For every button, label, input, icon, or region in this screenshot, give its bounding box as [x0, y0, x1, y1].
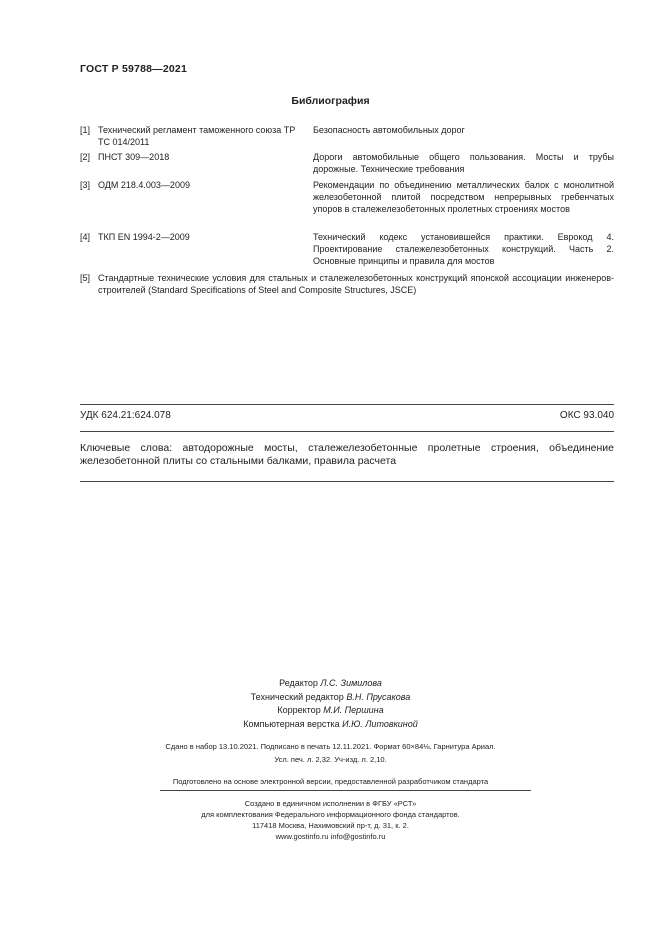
udc-code: УДК 624.21:624.078 [80, 410, 171, 421]
print-info [0, 741, 661, 766]
entry-document: ПНСТ 309—2018 [98, 152, 170, 162]
credit-name: М.И. Першина [323, 705, 384, 716]
credit-name: И.Ю. Литовкиной [342, 718, 418, 729]
publisher-line: 117418 Москва, Нахимовский пр-т, д. 31, к. 2. [252, 821, 409, 830]
divider [80, 404, 614, 405]
entry-document: ОДМ 218.4.003—2009 [98, 180, 190, 190]
entry-document: Технический регламент таможенного союза ТР ТС 014/2011 [98, 125, 296, 147]
print-info-line: Сдано в набор 13.10.2021. Подписано в печать 12.11.2021. Формат 60×84⅛. Гарнитура Ариал. [165, 742, 496, 751]
credit-line [0, 718, 661, 732]
publisher-info [0, 798, 661, 842]
keywords: Ключевые слова: автодорожные мосты, сталежелезобетонные пролетные строения, объединение железобетонной плиты со стальными балками, правила расчета [80, 442, 614, 467]
entry-document: ТКП EN 1994-2—2009 [98, 232, 190, 242]
credit-role: Технический редактор [250, 691, 344, 702]
credit-name: В.Н. Прусакова [346, 691, 411, 702]
entry-description: Безопасность автомобильных дорог [313, 125, 465, 135]
credit-role: Компьютерная верстка [243, 718, 340, 729]
entry-description: Технический кодекс установившейся практики. Еврокод 4. Проектирование сталежелезобетонных конструкций. Часть 2. Основные принципы и правила для мостов [313, 232, 614, 266]
entry-description: Рекомендации по объединению металлических балок с монолитной железобетонной плитой посредством непрерывных гребенчатых упоров в сталежелезобетонных пролетных строениях мостов [313, 180, 614, 214]
credit-name: Л.С. Зимилова [320, 678, 382, 688]
print-info-line: Усл. печ. л. 2,32. Уч-изд. л. 2,10. [274, 754, 387, 764]
publisher-line: для комплектования Федерального информационного фонда стандартов. [201, 810, 460, 819]
classification-row [80, 410, 614, 421]
credit-role: Корректор [277, 705, 321, 716]
publisher-line: www.gostinfo.ru info@gostinfo.ru [275, 832, 386, 841]
entry-number: [3] [80, 180, 91, 190]
entry-number: [2] [80, 152, 91, 162]
entry-number: [1] [80, 125, 91, 135]
bibliography-title: Библиография [291, 95, 370, 107]
entry-description: Дороги автомобильные общего пользования. Мосты и трубы дорожные. Технические требования [313, 152, 614, 174]
standard-number: ГОСТ Р 59788—2021 [80, 63, 188, 75]
publisher-line: Создано в единичном исполнении в ФГБУ «РСТ» [244, 799, 417, 808]
entry-number: [5] [80, 273, 91, 283]
entry-number: [4] [80, 232, 91, 242]
credit-role: Редактор [279, 678, 318, 688]
divider [80, 431, 614, 432]
prepared-note: Подготовлено на основе электронной версии, предоставленной разработчиком стандарта [172, 777, 489, 786]
credit-line [0, 677, 661, 691]
entry-document: Стандартные технические условия для стальных и сталежелезобетонных конструкций японской ассоциации инженеров-строителей (Standard Specifications of Steel and Composite Structures, JSCE) [98, 273, 614, 295]
credit-line [0, 691, 661, 705]
divider [160, 790, 531, 791]
divider [80, 481, 614, 482]
oks-code: ОКС 93.040 [559, 410, 614, 421]
credit-line [0, 704, 661, 718]
credits [0, 677, 661, 731]
